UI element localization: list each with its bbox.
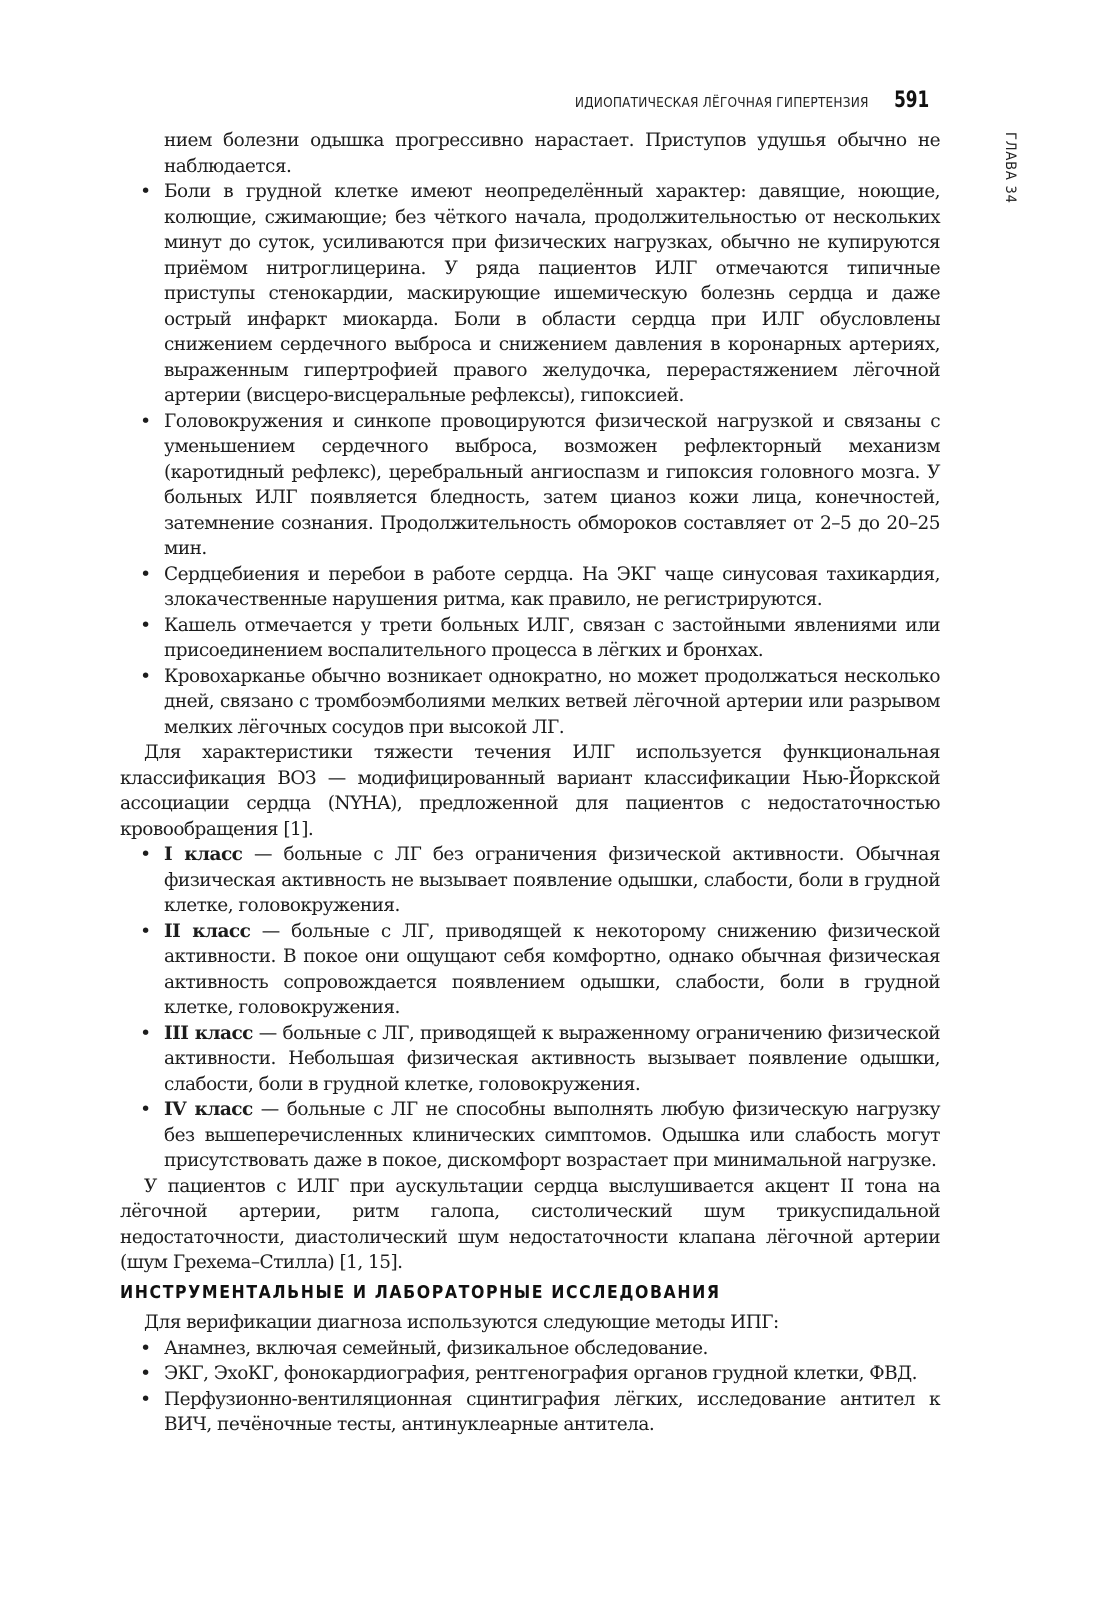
page-number: 591 (893, 88, 929, 113)
symptom-list (120, 179, 940, 740)
page-header (575, 88, 932, 113)
symptom-item-chest-pain: • Боли в грудной клетке имеют неопределённый характер: давящие, ноющие, колющие, сжимающие; без чёткого начала, продолжительностью от нескольких минут до суток, усиливаются при физических нагрузках, обычно не купируются приёмом нитроглицерина. У ряда пациентов ИЛГ отмечаются типичные приступы стенокардии, маскирующие ишемическую болезнь сердца и даже острый инфаркт миокарда. Боли в области сердца при ИЛГ обусловлены снижением сердечного выброса и снижением давления в коронарных артериях, выраженным гипертрофией правого желудочка, перерастяжением лёгочной артерии (висцеро-висцеральные рефлексы), гипоксией. (120, 179, 940, 409)
diagnostics-item: • Анамнез, включая семейный, физикальное обследование. (120, 1336, 940, 1362)
classification-intro: Для характеристики тяжести течения ИЛГ используется функциональная классификация ВОЗ — модифицированный вариант классификации Нью-Йоркской ассоциации сердца (NYHA), предложенной для пациентов с недостаточностью кровообращения [1]. (120, 742, 940, 840)
chapter-tab: ГЛАВА 34 (1002, 132, 1018, 204)
functional-class-list (120, 842, 940, 1174)
symptom-item-hemoptysis: • Кровохарканье обычно возникает однократно, но может продолжаться несколько дней, связано с тромбоэмболиями мелких ветвей лёгочной артерии или разрывом мелких лёгочных сосудов при высокой ЛГ. (120, 664, 940, 741)
auscultation-paragraph: У пациентов с ИЛГ при аускультации сердца выслушивается акцент II тона на лёгочной артерии, ритм галопа, систолический шум трикуспидальной недостаточности, диастолический шум недостаточности клапана лёгочной артерии (шум Грехема–Стилла) [1, 15]. (120, 1175, 940, 1273)
class-label: III класс (164, 1022, 253, 1044)
symptom-item-palpitations: • Сердцебиения и перебои в работе сердца. На ЭКГ чаще синусовая тахикардия, злокачественные нарушения ритма, как правило, не регистрируются. (120, 562, 940, 613)
functional-class-item (120, 1097, 940, 1174)
page-body (120, 128, 940, 1438)
functional-class-item (120, 919, 940, 1021)
symptom-item-cough: • Кашель отмечается у трети больных ИЛГ, связан с застойными явлениями или присоединением воспалительного процесса в лёгких и бронхах. (120, 613, 940, 664)
class-description: — больные с ЛГ не способны выполнять любую физическую нагрузку без вышеперечисленных клинических симптомов. Одышка или слабость могут присутствовать даже в покое, дискомфорт возрастает при минимальной нагрузке. (164, 1099, 941, 1171)
diagnostics-item: • ЭКГ, ЭхоКГ, фонокардиография, рентгенография органов грудной клетки, ФВД. (120, 1361, 940, 1387)
running-head: ИДИОПАТИЧЕСКАЯ ЛЁГОЧНАЯ ГИПЕРТЕНЗИЯ (574, 95, 869, 111)
class-label: II класс (164, 920, 251, 942)
class-description: — больные с ЛГ без ограничения физической активности. Обычная физическая активность не вызывает появление одышки, слабости, боли в грудной клетке, головокружения. (164, 844, 940, 916)
class-description: — больные с ЛГ, приводящей к некоторому снижению физической активности. В покое они ощущают себя комфортно, однако обычная физическая активность сопровождается появлением одышки, слабости, боли в грудной клетке, головокружения. (164, 920, 940, 1018)
section-heading: ИНСТРУМЕНТАЛЬНЫЕ И ЛАБОРАТОРНЫЕ ИССЛЕДОВАНИЯ (120, 1282, 721, 1303)
diagnostics-list (120, 1336, 940, 1438)
continued-paragraph: нием болезни одышка прогрессивно нарастает. Приступов удушья обычно не наблюдается. (164, 130, 940, 177)
functional-class-item (120, 842, 940, 919)
diagnostics-item: • Перфузионно-вентиляционная сцинтиграфия лёгких, исследование антител к ВИЧ, печёночные тесты, антинуклеарные антитела. (120, 1387, 940, 1438)
symptom-item-syncope: • Головокружения и синкопе провоцируются физической нагрузкой и связаны с уменьшением сердечного выброса, возможен рефлекторный механизм (каротидный рефлекс), церебральный ангиоспазм и гипоксия головного мозга. У больных ИЛГ появляется бледность, затем цианоз кожи лица, конечностей, затемнение сознания. Продолжительность обмороков составляет от 2–5 до 20–25 мин. (120, 409, 940, 562)
class-label: I класс (164, 844, 243, 865)
functional-class-item (120, 1021, 940, 1098)
class-label: IV класс (164, 1099, 253, 1120)
class-description: — больные с ЛГ, приводящей к выраженному ограничению физической активности. Небольшая физическая активность вызывает появление одышки, слабости, боли в грудной клетке, головокружения. (164, 1022, 940, 1095)
diagnostics-intro: Для верификации диагноза используются следующие методы ИПГ: (144, 1312, 779, 1333)
